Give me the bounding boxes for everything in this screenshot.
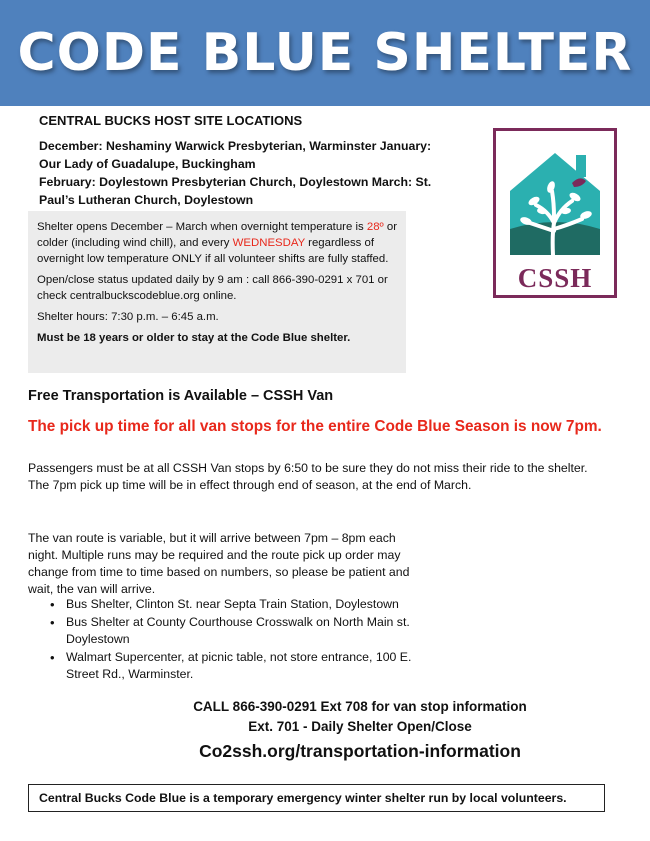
shelter-info-box bbox=[28, 211, 406, 373]
list-item: • Bus Shelter, Clinton St. near Septa Train Station, Doylestown bbox=[48, 596, 438, 613]
host-site-line: Paul’s Lutheran Church, Doylestown bbox=[39, 193, 254, 207]
van-route-description: The van route is variable, but it will arrive between 7pm – 8pm each night. Multiple runs may be required and the route pick up order may change from time to time based on numbers, so please be patient and wait, the van will arrive. bbox=[28, 531, 410, 596]
wednesday-highlight: WEDNESDAY bbox=[232, 237, 306, 249]
logo-text: CSSH bbox=[517, 263, 593, 293]
footer-note: Central Bucks Code Blue is a temporary emergency winter shelter run by local volunteers. bbox=[28, 784, 605, 812]
host-site-line: Our Lady of Guadalupe, Buckingham bbox=[39, 157, 256, 171]
open-close-extension: Ext. 701 - Daily Shelter Open/Close bbox=[248, 719, 472, 734]
contact-section bbox=[150, 697, 570, 765]
temperature-threshold: 28º bbox=[366, 221, 384, 233]
shelter-opens-text: Shelter opens December – March when overnight temperature is 28º or colder (including wind chill), and every WEDNESDAY regardless of overnight low temperature ONLY if all volunteer shifts are fully staffed. bbox=[37, 221, 398, 265]
host-sites-heading: CENTRAL BUCKS HOST SITE LOCATIONS bbox=[39, 113, 303, 128]
host-site-line: December: Neshaminy Warwick Presbyterian, Warminster January: bbox=[39, 139, 432, 153]
list-item: • Walmart Supercenter, at picnic table, not store entrance, 100 E. Street Rd., Warminster. bbox=[48, 649, 438, 683]
cssh-logo bbox=[493, 128, 617, 298]
list-item: • Bus Shelter at County Courthouse Crosswalk on North Main st. Doylestown bbox=[48, 614, 438, 648]
van-stop-phone: CALL 866-390-0291 Ext 708 for van stop information bbox=[193, 699, 527, 714]
title-banner bbox=[0, 0, 650, 106]
page-title: CODE BLUE SHELTER bbox=[17, 23, 633, 83]
shelter-hours-text: Shelter hours: 7:30 p.m. – 6:45 a.m. bbox=[37, 311, 219, 323]
host-sites-section bbox=[39, 113, 459, 209]
passenger-instructions: Passengers must be at all CSSH Van stops by 6:50 to be sure they do not miss their ride to the shelter. The 7pm pick up time will be in effect through end of season, at the end of March. bbox=[28, 461, 588, 492]
age-requirement-text: Must be 18 years or older to stay at the Code Blue shelter. bbox=[37, 332, 351, 344]
transportation-heading: Free Transportation is Available – CSSH Van bbox=[28, 388, 334, 404]
transportation-url[interactable]: Co2ssh.org/transportation-information bbox=[199, 741, 521, 761]
van-stops-list bbox=[48, 596, 438, 684]
host-site-line: February: Doylestown Presbyterian Church, Doylestown March: St. bbox=[39, 175, 432, 189]
status-update-text: Open/close status updated daily by 9 am : call 866-390-0291 x 701 or check centralbuckscodeblue.org online. bbox=[37, 274, 388, 302]
pickup-time-headline: The pick up time for all van stops for the entire Code Blue Season is now 7pm. bbox=[28, 418, 602, 435]
